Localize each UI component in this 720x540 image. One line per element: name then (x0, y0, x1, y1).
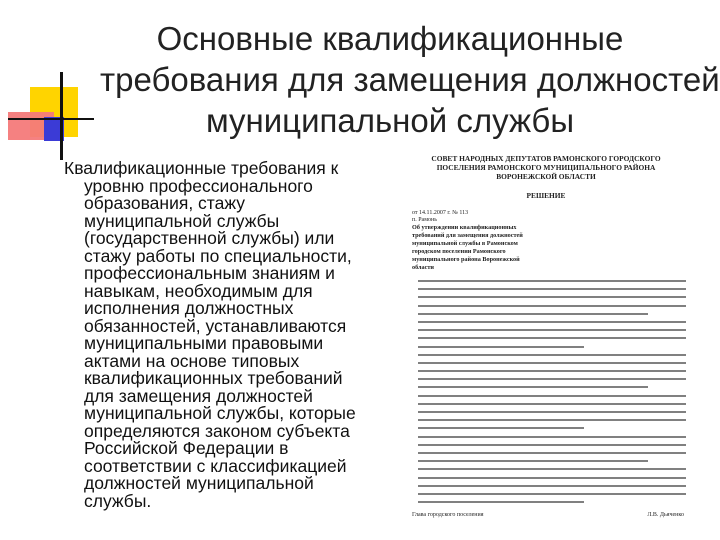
scan-text-line (418, 444, 686, 446)
scan-text-line (418, 370, 686, 372)
decor-vertical-line (60, 72, 63, 160)
scan-text-line (418, 493, 686, 495)
scan-text-line (418, 501, 584, 503)
scan-text-line (418, 346, 584, 348)
scan-text-line (418, 329, 686, 331)
scan-text-line (418, 411, 686, 413)
scan-text-line (418, 460, 648, 462)
scan-text-line (418, 305, 686, 307)
scan-text-line (418, 321, 686, 323)
scan-text-line (418, 485, 686, 487)
scan-text-line (418, 427, 584, 429)
title-line-3: муниципальной службы (205, 102, 575, 139)
scan-text-line (418, 313, 648, 315)
scan-signature-left: Глава городского поселения (412, 512, 484, 518)
decor-horizontal-line (8, 118, 94, 120)
scan-text-line (418, 378, 686, 380)
scan-subject: Об утверждении квалификационных требований для замещения должностей муниципальной службы в Рамонском городском поселении Рамонского муниципального района Воронежской области (412, 224, 523, 271)
scan-signature-row (412, 512, 684, 518)
scan-decision-title: РЕШЕНИЕ (526, 191, 566, 200)
scan-text-line (418, 419, 686, 421)
scan-text-line (418, 395, 686, 397)
scan-text-line (418, 280, 686, 282)
scan-text-line (418, 337, 686, 339)
title-line-2: требования для замещения должностей (100, 61, 720, 98)
body-paragraph: Квалификационные требования к уровню профессионального образования, стажу муниципальной службы (государственной службы) или стажу работы по специальности, профессиональным знаниям и навыкам, необходимым для исполнения должностных обязанностей, устанавливаются муниципальными правовыми актами на основе типовых квалификационных требований для замещения должностей муниципальной службы, которые определяются законом субъекта Российской Федерации в соответствии с классификацией должностей муниципальной службы. (64, 158, 356, 511)
scan-text-line (418, 403, 686, 405)
document-scan-image (398, 148, 694, 532)
title-line-1: Основные квалификационные (156, 20, 624, 57)
scan-text-line (418, 436, 686, 438)
scan-text-line (418, 477, 686, 479)
scan-date-number: от 14.11.2007 г. № 113 п. Рамонь (412, 210, 469, 223)
scan-body-text-lines (418, 280, 686, 509)
scan-text-line (418, 288, 686, 290)
scan-text-line (418, 296, 686, 298)
scan-text-line (418, 362, 686, 364)
scan-signature-right: Л.В. Дьяченко (647, 512, 684, 518)
scan-text-line (418, 452, 686, 454)
scan-text-line (418, 354, 686, 356)
scan-text-line (418, 386, 648, 388)
scan-text-line (418, 468, 686, 470)
scan-header: СОВЕТ НАРОДНЫХ ДЕПУТАТОВ РАМОНСКОГО ГОРОДСКОГО ПОСЕЛЕНИЯ РАМОНСКОГО МУНИЦИПАЛЬНОГО РАЙОНА ВОРОНЕЖСКОЙ ОБЛАСТИ (431, 154, 661, 181)
slide-title (100, 18, 720, 141)
